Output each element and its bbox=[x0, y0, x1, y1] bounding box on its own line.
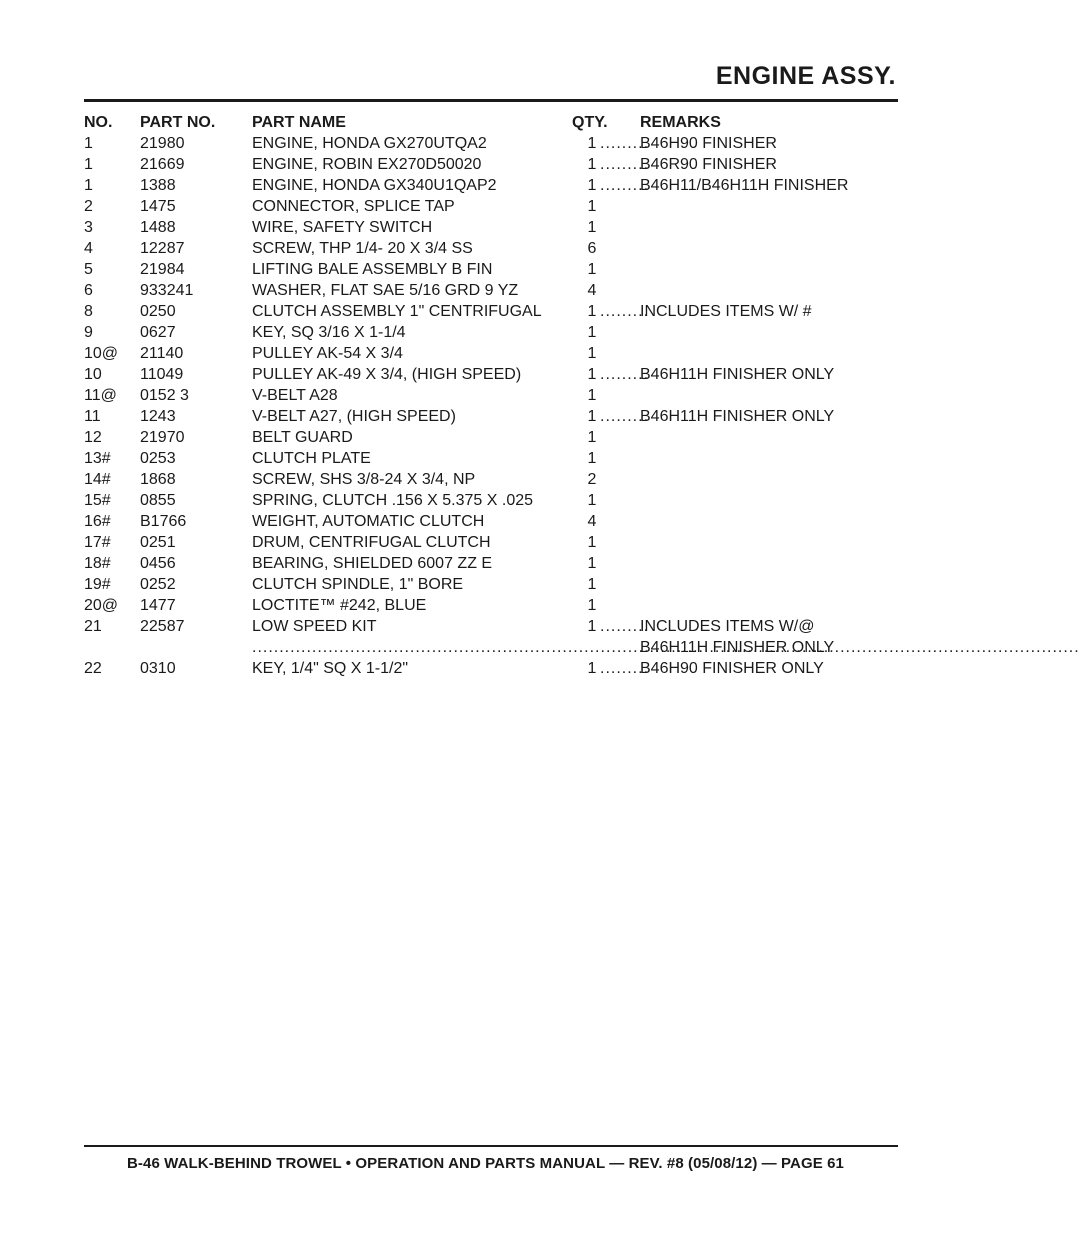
part-no: 0456 bbox=[140, 555, 176, 572]
part-name: CLUTCH PLATE bbox=[252, 450, 371, 467]
item-no: 14# bbox=[84, 471, 111, 488]
table-row bbox=[84, 553, 898, 574]
qty: 1 bbox=[587, 324, 597, 341]
qty: 6 bbox=[587, 240, 597, 257]
part-no: 0855 bbox=[140, 492, 176, 509]
qty: 4 bbox=[587, 282, 597, 299]
qty: 1 bbox=[587, 156, 597, 173]
part-name: ENGINE, ROBIN EX270D50020 bbox=[252, 156, 484, 173]
qty: 1 bbox=[587, 219, 597, 236]
part-no: 21140 bbox=[140, 345, 184, 362]
remarks: B46H90 FINISHER ONLY bbox=[640, 660, 824, 677]
dot-leader: ......... bbox=[600, 408, 650, 425]
table-row bbox=[84, 280, 898, 301]
header-no: NO. bbox=[84, 114, 113, 131]
part-no: 0252 bbox=[140, 576, 176, 593]
part-name: BELT GUARD bbox=[252, 429, 353, 446]
qty: 1 bbox=[587, 618, 597, 635]
dot-leader: ......... bbox=[600, 303, 650, 320]
table-row bbox=[84, 427, 898, 448]
part-no: 21984 bbox=[140, 261, 185, 278]
remarks: B46H11/B46H11H FINISHER bbox=[640, 177, 849, 194]
dot-leader bbox=[252, 637, 637, 658]
table-row bbox=[84, 364, 898, 385]
part-name-leader bbox=[252, 616, 582, 637]
table-row bbox=[84, 406, 898, 427]
part-no: 0253 bbox=[140, 450, 176, 467]
part-no: 0251 bbox=[140, 534, 176, 551]
item-no: 18# bbox=[84, 555, 111, 572]
part-name: KEY, SQ 3/16 X 1-1/4 bbox=[252, 324, 406, 341]
qty: 2 bbox=[587, 471, 597, 488]
part-name: LIFTING BALE ASSEMBLY B FIN bbox=[252, 261, 493, 278]
part-no: 21669 bbox=[140, 156, 185, 173]
item-no: 13# bbox=[84, 450, 111, 467]
item-no: 1 bbox=[84, 177, 93, 194]
table-row bbox=[84, 196, 898, 217]
table-row bbox=[84, 637, 898, 658]
remarks: B46H11H FINISHER ONLY bbox=[640, 366, 835, 383]
item-no: 10@ bbox=[84, 345, 119, 362]
qty: 4 bbox=[587, 513, 597, 530]
table-header bbox=[84, 112, 898, 133]
parts-table bbox=[84, 112, 898, 679]
remarks: B46R90 FINISHER bbox=[640, 156, 777, 173]
part-name-leader bbox=[252, 133, 582, 154]
remarks: INCLUDES ITEMS W/@ bbox=[640, 618, 815, 635]
header-remarks: REMARKS bbox=[640, 114, 721, 131]
dot-leader: ......... bbox=[600, 177, 650, 194]
part-name: DRUM, CENTRIFUGAL CLUTCH bbox=[252, 534, 491, 551]
part-no: 11049 bbox=[140, 366, 184, 383]
dot-leader: ......... bbox=[600, 135, 650, 152]
item-no: 2 bbox=[84, 198, 93, 215]
remarks: B46H90 FINISHER bbox=[640, 135, 777, 152]
page-title: ENGINE ASSY. bbox=[715, 62, 896, 90]
item-no: 3 bbox=[84, 219, 93, 236]
table-row bbox=[84, 532, 898, 553]
page-footer: B-46 WALK-BEHIND TROWEL • OPERATION AND PARTS MANUAL — REV. #8 (05/08/12) — PAGE 61 bbox=[127, 1155, 844, 1172]
remarks: B46H11H FINISHER ONLY bbox=[640, 408, 835, 425]
item-no: 8 bbox=[84, 303, 93, 320]
part-name: CLUTCH SPINDLE, 1" BORE bbox=[252, 576, 464, 593]
table-row bbox=[84, 217, 898, 238]
part-name: BEARING, SHIELDED 6007 ZZ E bbox=[252, 555, 493, 572]
part-no: 21980 bbox=[140, 135, 185, 152]
item-no: 9 bbox=[84, 324, 93, 341]
remarks: INCLUDES ITEMS W/ # bbox=[640, 303, 812, 320]
table-row bbox=[84, 658, 898, 679]
part-name-leader bbox=[252, 175, 582, 196]
part-name: CONNECTOR, SPLICE TAP bbox=[252, 198, 455, 215]
part-name: V-BELT A27, (HIGH SPEED) bbox=[252, 408, 459, 425]
table-row bbox=[84, 175, 898, 196]
part-name-leader bbox=[252, 406, 582, 427]
table-row bbox=[84, 595, 898, 616]
part-name: SCREW, THP 1/4- 20 X 3/4 SS bbox=[252, 240, 473, 257]
part-no: 1243 bbox=[140, 408, 176, 425]
item-no: 1 bbox=[84, 156, 93, 173]
dot-leader: ......... bbox=[600, 660, 650, 677]
table-row bbox=[84, 448, 898, 469]
table-row bbox=[84, 343, 898, 364]
item-no: 10 bbox=[84, 366, 102, 383]
table-row bbox=[84, 154, 898, 175]
table-row bbox=[84, 259, 898, 280]
header-part-name: PART NAME bbox=[252, 114, 346, 131]
part-name: KEY, 1/4" SQ X 1-1/2" bbox=[252, 660, 411, 677]
part-no: 0310 bbox=[140, 660, 176, 677]
bottom-rule bbox=[84, 1145, 898, 1147]
part-name: SCREW, SHS 3/8-24 X 3/4, NP bbox=[252, 471, 476, 488]
part-no: B1766 bbox=[140, 513, 187, 530]
table-row bbox=[84, 133, 898, 154]
part-no: 21970 bbox=[140, 429, 185, 446]
item-no: 22 bbox=[84, 660, 102, 677]
part-name: ENGINE, HONDA GX270UTQA2 bbox=[252, 135, 490, 152]
part-name: V-BELT A28 bbox=[252, 387, 338, 404]
item-no: 11@ bbox=[84, 387, 117, 404]
part-no: 1477 bbox=[140, 597, 176, 614]
qty: 1 bbox=[587, 408, 597, 425]
qty: 1 bbox=[587, 492, 597, 509]
item-no: 6 bbox=[84, 282, 93, 299]
part-name: LOW SPEED KIT bbox=[252, 618, 379, 635]
dot-leader: ......... bbox=[600, 618, 650, 635]
qty: 1 bbox=[587, 177, 597, 194]
part-no: 12287 bbox=[140, 240, 185, 257]
item-no: 19# bbox=[84, 576, 111, 593]
part-name: WIRE, SAFETY SWITCH bbox=[252, 219, 433, 236]
part-name: CLUTCH ASSEMBLY 1" CENTRIFUGAL bbox=[252, 303, 545, 320]
part-name: LOCTITE™ #242, BLUE bbox=[252, 597, 427, 614]
qty: 1 bbox=[587, 534, 597, 551]
table-body bbox=[84, 133, 898, 679]
item-no: 15# bbox=[84, 492, 111, 509]
part-no: 1488 bbox=[140, 219, 176, 236]
table-row bbox=[84, 616, 898, 637]
qty: 1 bbox=[587, 303, 597, 320]
qty: 1 bbox=[587, 450, 597, 467]
part-no: 22587 bbox=[140, 618, 185, 635]
part-name-leader bbox=[252, 154, 582, 175]
part-name-leader bbox=[252, 301, 582, 322]
remarks: B46H11H FINISHER ONLY bbox=[640, 639, 835, 656]
header-qty: QTY. bbox=[572, 114, 608, 131]
part-name-leader bbox=[252, 658, 582, 679]
qty: 1 bbox=[587, 555, 597, 572]
item-no: 4 bbox=[84, 240, 93, 257]
part-name: PULLEY AK-54 X 3/4 bbox=[252, 345, 403, 362]
part-no: 1868 bbox=[140, 471, 176, 488]
table-row bbox=[84, 469, 898, 490]
qty: 1 bbox=[587, 366, 597, 383]
table-row bbox=[84, 301, 898, 322]
table-row bbox=[84, 238, 898, 259]
dot-leader: ......... bbox=[600, 366, 650, 383]
qty: 1 bbox=[587, 576, 597, 593]
qty: 1 bbox=[587, 345, 597, 362]
part-no: 1388 bbox=[140, 177, 176, 194]
part-name: WASHER, FLAT SAE 5/16 GRD 9 YZ bbox=[252, 282, 519, 299]
item-no: 12 bbox=[84, 429, 102, 446]
dot-leader: ......... bbox=[600, 156, 650, 173]
qty: 1 bbox=[587, 597, 597, 614]
part-no: 933241 bbox=[140, 282, 194, 299]
top-rule bbox=[84, 99, 898, 102]
qty: 1 bbox=[587, 387, 597, 404]
item-no: 1 bbox=[84, 135, 93, 152]
item-no: 11 bbox=[84, 408, 101, 425]
qty: 1 bbox=[587, 198, 597, 215]
part-name: PULLEY AK-49 X 3/4, (HIGH SPEED) bbox=[252, 366, 524, 383]
item-no: 17# bbox=[84, 534, 111, 551]
part-no: 1475 bbox=[140, 198, 176, 215]
part-no: 0152 3 bbox=[140, 387, 189, 404]
qty: 1 bbox=[587, 660, 597, 677]
table-row bbox=[84, 511, 898, 532]
part-name: ENGINE, HONDA GX340U1QAP2 bbox=[252, 177, 500, 194]
qty: 1 bbox=[587, 429, 597, 446]
table-row bbox=[84, 385, 898, 406]
table-row bbox=[84, 322, 898, 343]
item-no: 20@ bbox=[84, 597, 119, 614]
qty: 1 bbox=[587, 261, 597, 278]
part-name: WEIGHT, AUTOMATIC CLUTCH bbox=[252, 513, 485, 530]
table-row bbox=[84, 490, 898, 511]
part-no: 0627 bbox=[140, 324, 176, 341]
part-name: SPRING, CLUTCH .156 X 5.375 X .025 bbox=[252, 492, 534, 509]
header-part-no: PART NO. bbox=[140, 114, 216, 131]
part-no: 0250 bbox=[140, 303, 176, 320]
item-no: 16# bbox=[84, 513, 111, 530]
item-no: 21 bbox=[84, 618, 102, 635]
part-name-leader bbox=[252, 364, 582, 385]
item-no: 5 bbox=[84, 261, 93, 278]
qty: 1 bbox=[587, 135, 597, 152]
table-row bbox=[84, 574, 898, 595]
